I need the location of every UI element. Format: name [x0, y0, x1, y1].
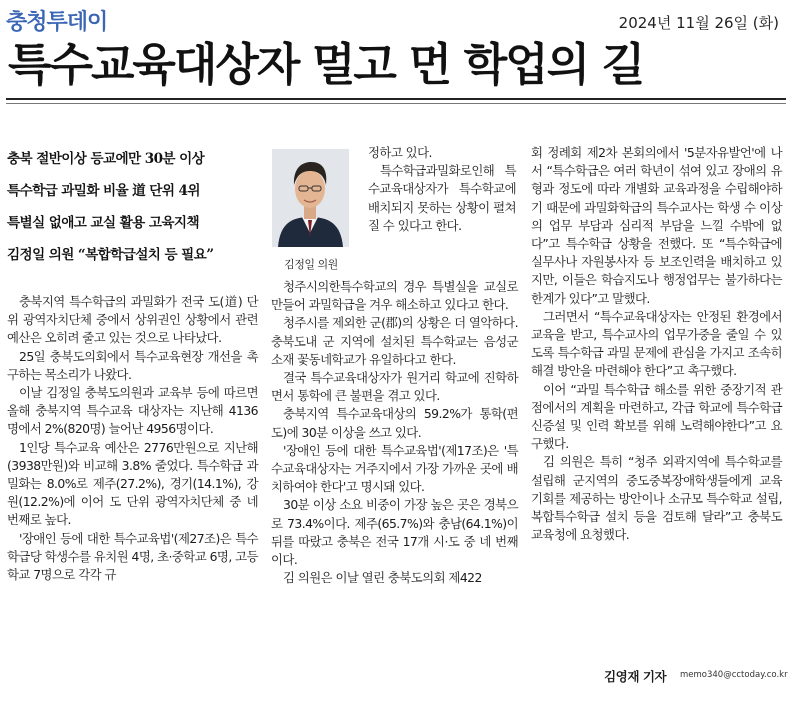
subheadline: 특수학급 과밀화 비율 道 단위 4위	[7, 183, 200, 199]
paragraph: 특수학급과밀화로인해 특수교육대상자가 특수학교에 배치되지 못하는 상황이 펼쳐질 수 있다고 한다.	[368, 163, 516, 233]
article-column-1	[7, 293, 258, 584]
paragraph: 청주시를 제외한 군(郡)의 상황은 더 열악하다. 충북도내 군 지역에 설치된 특수학교는 음성군 소재 꽃동네학교가 유일하다고 한다.	[271, 315, 518, 367]
paragraph: 김 의원은 이날 열린 충북도의회 제422	[283, 570, 482, 586]
paragraph: 이어 “과밀 특수학급 해소를 위한 중장기적 관점에서의 계획을 마련하고, 각급 학교에 특수학급 신증설 및 인력 확보를 위해 노력해야한다”고 요구했다.	[531, 381, 782, 452]
reporter-byline: 김영재 기자	[604, 669, 667, 684]
newspaper-logo: 충청투데이	[6, 10, 108, 35]
paragraph: 김 의원은 특히 “청주 외곽지역에 특수학교를 설립해 군지역의 중도중복장애학생들에게 교육 기회를 제공하는 방안이나 소규모 특수학교 설립, 복합특수학급 설치 등을 검토해 달라”고 충북도교육청에 요청했다.	[531, 454, 782, 543]
headline-rule-thin	[6, 103, 786, 104]
paragraph: 결국 특수교육대상자가 원거리 학교에 진학하면서 통학에 큰 불편을 겪고 있다.	[271, 370, 518, 404]
subheadline-block	[7, 143, 265, 271]
portrait-illustration	[272, 149, 349, 247]
issue-date: 2024년 11월 26일 (화)	[618, 14, 779, 32]
portrait-photo	[272, 149, 349, 247]
paragraph: '장애인 등에 대한 특수교육법'(제27조)은 특수학급당 학생수를 유치원 4명, 초·중학교 6명, 고등학교 7명으로 각각 규	[7, 530, 258, 583]
article-column-2	[271, 278, 518, 587]
paragraph: 충북지역 특수교육대상의 59.2%가 통학(편도)에 30분 이상을 쓰고 있다.	[271, 406, 518, 440]
paragraph: '장애인 등에 대한 특수교육법'(제17조)은 '특수교육대상자는 거주지에서 가장 가까운 곳에 배치하여야 한다'고 명시돼 있다.	[271, 442, 518, 495]
masthead	[0, 0, 793, 38]
photo-caption: 김정일 의원	[284, 258, 338, 271]
paragraph: 30분 이상 소요 비중이 가장 높은 곳은 경북으로 73.4%이다. 제주(65.7%)와 충남(64.1%)이 뒤를 따랐고 충북은 전국 17개 시·도 중 네 번째이다.	[271, 497, 518, 568]
paragraph: 1인당 특수교육 예산은 2776만원으로 지난해(3938만원)와 비교해 3.8% 줄었다. 특수학급 과밀화는 8.0%로 제주(27.2%), 경기(14.1%), 강원(12.2%)에 이어 도 단위 광역자치단체 중 네 번째로 높다.	[7, 439, 258, 528]
reporter-email: memo340@cctoday.co.kr	[680, 670, 788, 680]
article-column-2-top	[368, 144, 516, 235]
article-column-3	[531, 144, 782, 544]
paragraph: 이날 김정일 충북도의원과 교육부 등에 따르면 올해 충북지역 특수교육 대상자는 지난해 4136명에서 2%(820명) 늘어난 4956명이다.	[7, 385, 258, 437]
paragraph: 충북지역 특수학급의 과밀화가 전국 도(道) 단위 광역자치단체 중에서 상위권인 상황에서 관련 예산은 오히려 줄고 있는 것으로 나타났다.	[7, 294, 258, 346]
subheadline: 충북 절반이상 등교에만 30분 이상	[7, 151, 205, 167]
paragraph: 그러면서 “특수교육대상자는 안정된 환경에서 교육을 받고, 특수교사의 업무가중을 줄일 수 있도록 특수학급 과밀 문제에 관심을 가지고 조속히 해결 방안을 마련해야 한다”고 촉구했다.	[531, 308, 782, 379]
paragraph: 정하고 있다.	[368, 145, 432, 160]
paragraph: 청주시의한특수학교의 경우 특별실을 교실로 만들어 과밀학급을 겨우 해소하고 있다고 한다.	[271, 279, 518, 313]
subheadline: 특별실 없애고 교실 활용 고육지책	[7, 215, 199, 231]
paragraph: 회 정례회 제2차 본회의에서 '5분자유발언'에 나서 “특수학급은 여러 학년이 섞여 있고 장애의 유형과 정도에 따라 개별화 교육과정을 수립해야하기 때문에 과밀화학급의 특수교사는 학생 수 이상의 업무 부담과 심리적 부담을 느낄 수밖에 없다”고 특수학급 상황을 전했다. 또 “특수학급에 실무사나 자원봉사자 등 보조인력을 배치하고 있지만, 이들은 학습지도나 행정업무는 불가하다는 한계가 있다”고 말했다.	[531, 145, 782, 306]
subheadline: 김정일 의원 “복합학급설치 등 필요”	[7, 247, 214, 263]
headline-rule	[6, 98, 786, 100]
headline: 특수교육대상자 멀고 먼 학업의 길	[8, 38, 644, 91]
paragraph: 25일 충북도의회에서 특수교육현장 개선을 촉구하는 목소리가 나왔다.	[7, 348, 258, 382]
